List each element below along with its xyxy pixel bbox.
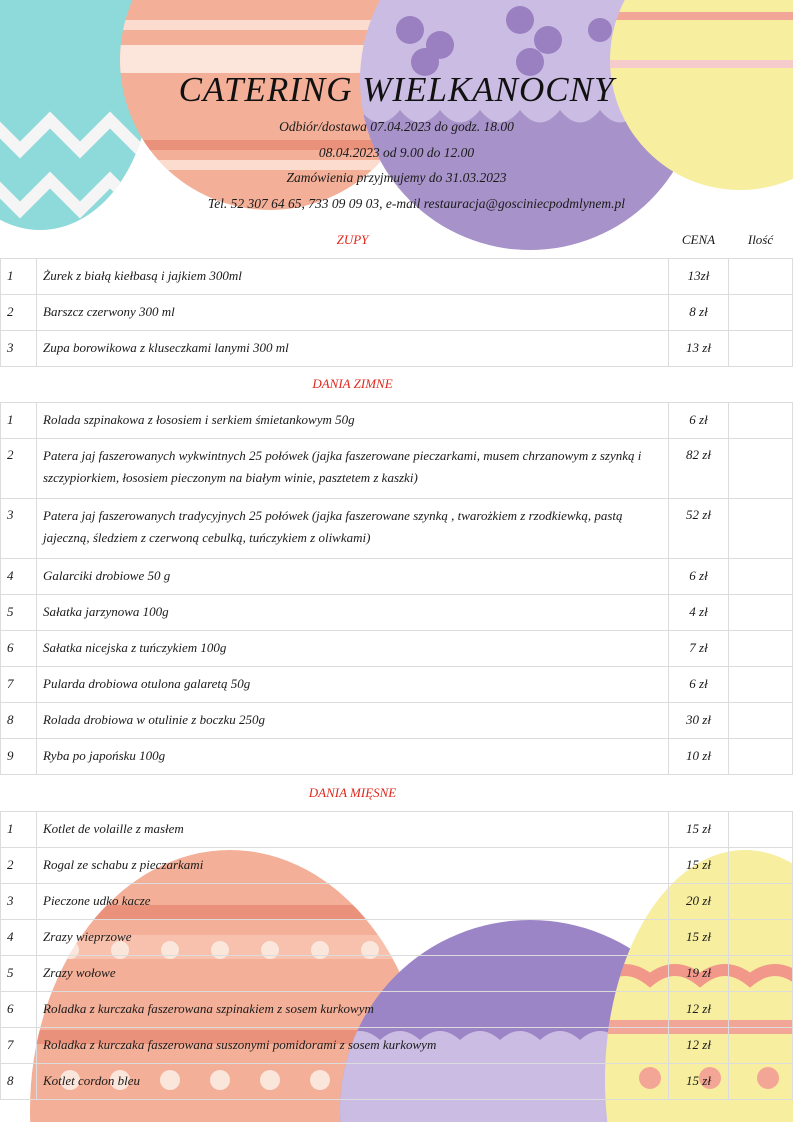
item-name: Patera jaj faszerowanych wykwintnych 25 połówek (jajka faszerowane pieczarkami, musem chrzanowym z szynką i szczypiorkiem, łososiem pieczonym na białym winie, pasztetem z kaszki) (37, 438, 669, 498)
item-price: 15 zł (669, 847, 729, 883)
item-name: Zrazy wieprzowe (37, 919, 669, 955)
menu-row (1, 991, 793, 1027)
soups-table (0, 222, 793, 367)
meat-dishes-table (0, 775, 793, 1100)
item-price: 7 zł (669, 630, 729, 666)
quantity-cell[interactable] (729, 630, 793, 666)
item-name: Galarciki drobiowe 50 g (37, 558, 669, 594)
pickup-info: Odbiór/dostawa 07.04.2023 do godz. 18.00 (279, 119, 514, 134)
item-number: 3 (1, 330, 37, 366)
item-number: 5 (1, 955, 37, 991)
item-name: Rolada drobiowa w otulinie z boczku 250g (37, 702, 669, 738)
item-price: 8 zł (669, 294, 729, 330)
item-name: Sałatka jarzynowa 100g (37, 594, 669, 630)
item-price: 10 zł (669, 738, 729, 774)
quantity-cell[interactable] (729, 594, 793, 630)
item-number: 3 (1, 883, 37, 919)
menu-row (1, 847, 793, 883)
menu-row (1, 402, 793, 438)
item-price: 15 zł (669, 919, 729, 955)
quantity-cell[interactable] (729, 738, 793, 774)
quantity-cell[interactable] (729, 258, 793, 294)
menu-row (1, 919, 793, 955)
quantity-cell[interactable] (729, 702, 793, 738)
item-price: 30 zł (669, 702, 729, 738)
section-title-cold-dishes: DANIA ZIMNE (312, 375, 393, 391)
item-name: Sałatka nicejska z tuńczykiem 100g (37, 630, 669, 666)
item-number: 6 (1, 630, 37, 666)
item-price: 15 zł (669, 1063, 729, 1099)
item-number: 2 (1, 847, 37, 883)
item-number: 2 (1, 294, 37, 330)
item-price: 13 zł (669, 330, 729, 366)
quantity-cell[interactable] (729, 955, 793, 991)
menu-row (1, 883, 793, 919)
menu-row (1, 330, 793, 366)
item-price: 19 zł (669, 955, 729, 991)
item-number: 1 (1, 402, 37, 438)
section-title-soups: ZUPY (336, 231, 369, 247)
menu-row (1, 811, 793, 847)
quantity-cell[interactable] (729, 666, 793, 702)
menu-row (1, 955, 793, 991)
menu-row (1, 438, 793, 498)
item-name: Zrazy wołowe (37, 955, 669, 991)
item-name: Pularda drobiowa otulona galaretą 50g (37, 666, 669, 702)
menu-row (1, 1063, 793, 1099)
price-column-header: CENA (681, 231, 716, 247)
menu-row (1, 1027, 793, 1063)
menu-row (1, 558, 793, 594)
item-price: 12 zł (669, 1027, 729, 1063)
item-price: 6 zł (669, 558, 729, 594)
item-name: Kotlet de volaille z masłem (37, 811, 669, 847)
quantity-cell[interactable] (729, 847, 793, 883)
item-name: Barszcz czerwony 300 ml (37, 294, 669, 330)
quantity-cell[interactable] (729, 402, 793, 438)
item-price: 6 zł (669, 666, 729, 702)
item-number: 7 (1, 666, 37, 702)
item-number: 8 (1, 1063, 37, 1099)
item-number: 7 (1, 1027, 37, 1063)
item-name: Zupa borowikowa z kluseczkami lanymi 300 ml (37, 330, 669, 366)
item-price: 12 zł (669, 991, 729, 1027)
header (0, 70, 793, 216)
item-name: Kotlet cordon bleu (37, 1063, 669, 1099)
item-number: 1 (1, 258, 37, 294)
cold-dishes-table (0, 366, 793, 775)
quantity-cell[interactable] (729, 883, 793, 919)
page-title: CATERING WIELKANOCNY (178, 70, 615, 109)
item-number: 5 (1, 594, 37, 630)
item-name: Żurek z białą kiełbasą i jajkiem 300ml (37, 258, 669, 294)
menu-row (1, 702, 793, 738)
item-number: 6 (1, 991, 37, 1027)
quantity-cell[interactable] (729, 811, 793, 847)
item-price: 13zł (669, 258, 729, 294)
item-name: Rogal ze schabu z pieczarkami (37, 847, 669, 883)
menu-row (1, 738, 793, 774)
quantity-cell[interactable] (729, 294, 793, 330)
pickup-info-2: 08.04.2023 od 9.00 do 12.00 (318, 144, 475, 160)
quantity-cell[interactable] (729, 498, 793, 558)
quantity-column-header: Ilość (747, 231, 774, 247)
item-price: 6 zł (669, 402, 729, 438)
item-number: 9 (1, 738, 37, 774)
quantity-cell[interactable] (729, 1063, 793, 1099)
quantity-cell[interactable] (729, 919, 793, 955)
item-name: Roladka z kurczaka faszerowana suszonymi pomidorami z sosem kurkowym (37, 1027, 669, 1063)
item-number: 3 (1, 498, 37, 558)
item-number: 4 (1, 558, 37, 594)
item-price: 52 zł (669, 498, 729, 558)
orders-deadline: Zamówienia przyjmujemy do 31.03.2023 (286, 170, 507, 185)
item-name: Patera jaj faszerowanych tradycyjnych 25 połówek (jajka faszerowane szynką , twarożkiem z rzodkiewką, pastą jajeczną, śledziem z czerwoną cebulką, tuńczykiem z oliwkami) (37, 498, 669, 558)
quantity-cell[interactable] (729, 558, 793, 594)
menu-row (1, 594, 793, 630)
item-number: 8 (1, 702, 37, 738)
item-price: 15 zł (669, 811, 729, 847)
quantity-cell[interactable] (729, 438, 793, 498)
menu-row (1, 630, 793, 666)
section-title-meat-dishes: DANIA MIĘSNE (308, 784, 397, 800)
quantity-cell[interactable] (729, 1027, 793, 1063)
item-price: 82 zł (669, 438, 729, 498)
item-price: 20 zł (669, 883, 729, 919)
menu-row (1, 498, 793, 558)
item-number: 2 (1, 438, 37, 498)
item-name: Ryba po japońsku 100g (37, 738, 669, 774)
menu-row (1, 666, 793, 702)
item-number: 4 (1, 919, 37, 955)
item-price: 4 zł (669, 594, 729, 630)
menu-row (1, 258, 793, 294)
item-number: 1 (1, 811, 37, 847)
quantity-cell[interactable] (729, 991, 793, 1027)
menu-row (1, 294, 793, 330)
quantity-cell[interactable] (729, 330, 793, 366)
item-name: Pieczone udko kacze (37, 883, 669, 919)
item-name: Rolada szpinakowa z łososiem i serkiem śmietankowym 50g (37, 402, 669, 438)
item-name: Roladka z kurczaka faszerowana szpinakiem z sosem kurkowym (37, 991, 669, 1027)
contact-info: Tel. 52 307 64 65, 733 09 09 03, e-mail restauracja@gosciniecpodmlynem.pl (207, 195, 626, 211)
